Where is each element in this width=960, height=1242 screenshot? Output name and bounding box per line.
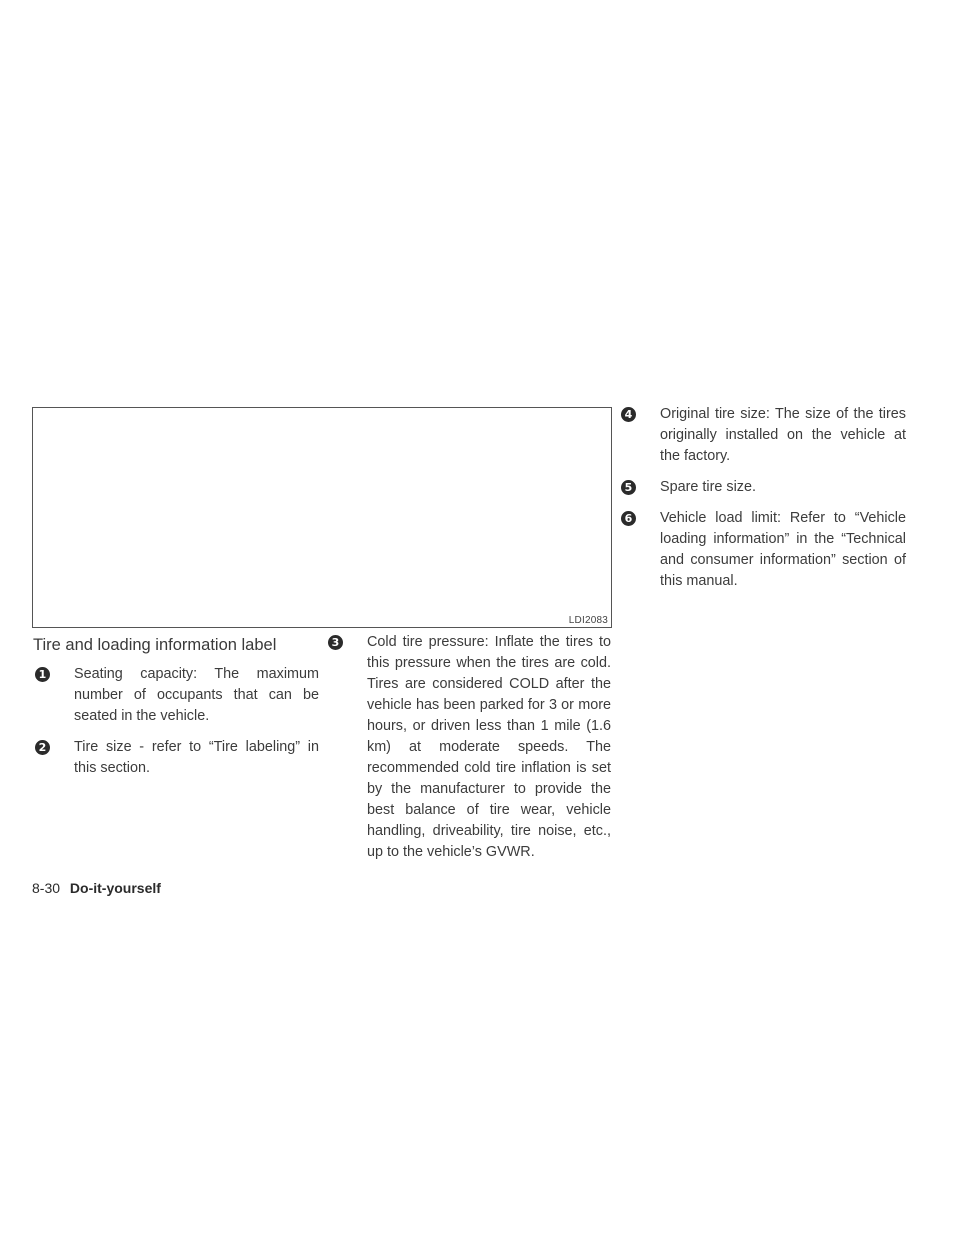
section-name: Do-it-yourself <box>69 880 161 896</box>
list-item-5 <box>619 477 906 498</box>
list-item-6 <box>619 508 906 592</box>
page-number: 8-30 <box>32 880 61 896</box>
list-item-text: Spare tire size. <box>660 479 756 495</box>
circled-number-4-icon: 4 <box>621 407 636 422</box>
circled-number-2-icon: 2 <box>35 740 50 755</box>
list-item-text: Original tire size: The size of the tires originally installed on the vehicle at the factory. <box>660 406 906 464</box>
list-item-3 <box>326 632 611 863</box>
figure-code: LDI2083 <box>568 615 608 626</box>
list-item-text: Cold tire pressure: Inflate the tires to this pressure when the tires are cold. Tires are considered COLD after the vehicle has been parked for 3 or more hours, or driven less than 1 mile (1.6 km) at moderate speeds. The recommended cold tire inflation is set by the manufacturer to provide the best balance of tire wear, vehicle handling, driveability, tire noise, etc., up to the vehicle’s GVWR. <box>367 634 611 860</box>
list-item-2 <box>33 737 319 779</box>
circled-number-5-icon: 5 <box>621 480 636 495</box>
column-right <box>619 404 906 602</box>
section-heading: Tire and loading information label <box>33 636 277 654</box>
list-item-text: Tire size - refer to “Tire labeling” in this section. <box>74 739 319 776</box>
page-footer <box>32 880 161 896</box>
circled-number-3-icon: 3 <box>328 635 343 650</box>
circled-number-1-icon: 1 <box>35 667 50 682</box>
column-left <box>33 634 319 789</box>
list-item-text: Seating capacity: The maximum number of occupants that can be seated in the vehicle. <box>74 666 319 724</box>
list-item-text: Vehicle load limit: Refer to “Vehicle loading information” in the “Technical and consumer information” section of this manual. <box>660 510 906 589</box>
list-item-4 <box>619 404 906 467</box>
figure-placeholder <box>32 407 612 628</box>
column-middle <box>326 632 611 873</box>
list-item-1 <box>33 664 319 727</box>
circled-number-6-icon: 6 <box>621 511 636 526</box>
